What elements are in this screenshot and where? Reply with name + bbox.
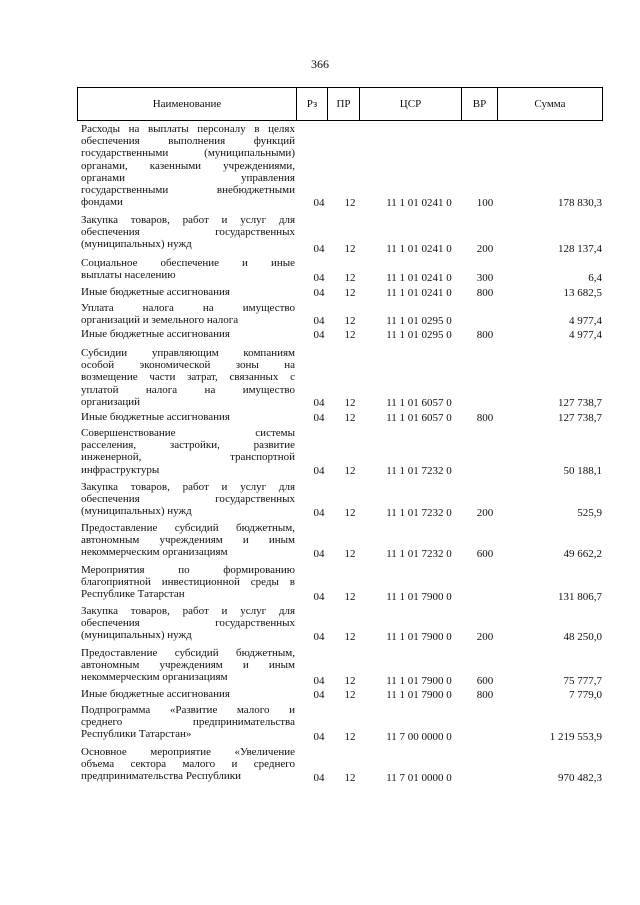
row-sum: 75 777,7 xyxy=(563,674,602,687)
header-pr: ПР xyxy=(328,88,360,120)
table-row xyxy=(0,522,640,560)
row-csr: 11 1 01 6057 0 xyxy=(386,396,452,409)
row-rz: 04 xyxy=(313,286,325,299)
row-vr: 800 xyxy=(476,328,494,341)
row-name: Закупка товаров, работ и услуг для обеспечения государственных (муниципальных) нужд xyxy=(81,605,295,642)
row-pr: 12 xyxy=(344,328,356,341)
table-row xyxy=(0,605,640,643)
row-vr: 200 xyxy=(476,242,494,255)
row-sum: 525,9 xyxy=(577,506,602,519)
row-csr: 11 1 01 0295 0 xyxy=(386,314,452,327)
header-csr: ЦСР xyxy=(360,88,462,120)
row-csr: 11 1 01 7900 0 xyxy=(386,590,452,603)
row-pr: 12 xyxy=(344,506,356,519)
row-sum: 970 482,3 xyxy=(558,771,602,784)
row-csr: 11 7 00 0000 0 xyxy=(386,730,452,743)
row-vr: 600 xyxy=(476,547,494,560)
row-sum: 1 219 553,9 xyxy=(549,730,602,743)
row-pr: 12 xyxy=(344,688,356,701)
row-csr: 11 1 01 7232 0 xyxy=(386,464,452,477)
table-row xyxy=(0,746,640,784)
row-name: Закупка товаров, работ и услуг для обеспечения государственных (муниципальных) нужд xyxy=(81,481,295,518)
row-name: Совершенствование системы расселения, застройки, развитие инженерной, транспортной инфраструктуры xyxy=(81,427,295,476)
row-rz: 04 xyxy=(313,590,325,603)
table-row xyxy=(0,427,640,477)
row-sum: 49 662,2 xyxy=(563,547,602,560)
row-name: Иные бюджетные ассигнования xyxy=(81,688,230,700)
row-csr: 11 1 01 0295 0 xyxy=(386,328,452,341)
row-vr: 100 xyxy=(476,196,494,209)
row-rz: 04 xyxy=(313,314,325,327)
table-row xyxy=(0,688,640,701)
row-vr: 200 xyxy=(476,506,494,519)
row-name: Расходы на выплаты персоналу в целях обеспечения выполнения функций государственными (муниципальными) органами, казенными учреждениями, органами управления государственными внебюджетными фондами xyxy=(81,123,295,209)
table-row xyxy=(0,564,640,603)
row-name: Субсидии управляющим компаниям особой экономической зоны на возмещение части затрат, связанных с уплатой налога на имущество организаций xyxy=(81,347,295,408)
row-csr: 11 1 01 7900 0 xyxy=(386,630,452,643)
table-header xyxy=(77,87,603,121)
table-row xyxy=(0,123,640,209)
row-vr: 800 xyxy=(476,688,494,701)
row-csr: 11 1 01 7900 0 xyxy=(386,688,452,701)
row-name: Мероприятия по формированию благоприятной инвестиционной среды в Республике Татарстан xyxy=(81,564,295,601)
row-name: Социальное обеспечение и иные выплаты населению xyxy=(81,257,295,282)
table-row xyxy=(0,328,640,341)
row-name: Основное мероприятие «Увеличение объема сектора малого и среднего предпринимательства Республики xyxy=(81,746,295,783)
table-row xyxy=(0,647,640,687)
table-row xyxy=(0,411,640,424)
row-rz: 04 xyxy=(313,771,325,784)
row-sum: 4 977,4 xyxy=(569,314,602,327)
row-rz: 04 xyxy=(313,196,325,209)
row-sum: 48 250,0 xyxy=(563,630,602,643)
table-row xyxy=(0,302,640,327)
header-rz: Рз xyxy=(297,88,328,120)
row-sum: 128 137,4 xyxy=(558,242,602,255)
header-vr: ВР xyxy=(462,88,498,120)
row-sum: 127 738,7 xyxy=(558,411,602,424)
row-csr: 11 1 01 6057 0 xyxy=(386,411,452,424)
row-sum: 127 738,7 xyxy=(558,396,602,409)
row-rz: 04 xyxy=(313,730,325,743)
row-rz: 04 xyxy=(313,688,325,701)
row-csr: 11 1 01 7232 0 xyxy=(386,547,452,560)
row-rz: 04 xyxy=(313,506,325,519)
row-rz: 04 xyxy=(313,547,325,560)
table-row xyxy=(0,257,640,284)
row-rz: 04 xyxy=(313,271,325,284)
row-pr: 12 xyxy=(344,547,356,560)
row-name: Закупка товаров, работ и услуг для обеспечения государственных (муниципальных) нужд xyxy=(81,214,295,251)
table-row xyxy=(0,347,640,409)
row-rz: 04 xyxy=(313,464,325,477)
row-sum: 131 806,7 xyxy=(558,590,602,603)
row-vr: 800 xyxy=(476,286,494,299)
row-name: Подпрограмма «Развитие малого и среднего предпринимательства Республики Татарстан» xyxy=(81,704,295,741)
row-rz: 04 xyxy=(313,630,325,643)
row-pr: 12 xyxy=(344,771,356,784)
row-name: Предоставление субсидий бюджетным, автономным учреждениям и иным некоммерческим организациям xyxy=(81,647,295,684)
row-pr: 12 xyxy=(344,314,356,327)
row-sum: 178 830,3 xyxy=(558,196,602,209)
row-name: Уплата налога на имущество организаций и земельного налога xyxy=(81,302,295,327)
row-sum: 6,4 xyxy=(588,271,602,284)
row-name: Иные бюджетные ассигнования xyxy=(81,286,230,298)
row-pr: 12 xyxy=(344,730,356,743)
row-csr: 11 1 01 0241 0 xyxy=(386,271,452,284)
row-csr: 11 1 01 0241 0 xyxy=(386,242,452,255)
row-pr: 12 xyxy=(344,286,356,299)
row-name: Предоставление субсидий бюджетным, автономным учреждениям и иным некоммерческим организациям xyxy=(81,522,295,559)
row-vr: 600 xyxy=(476,674,494,687)
table-row xyxy=(0,214,640,255)
row-sum: 13 682,5 xyxy=(563,286,602,299)
row-vr: 800 xyxy=(476,411,494,424)
row-vr: 200 xyxy=(476,630,494,643)
row-rz: 04 xyxy=(313,328,325,341)
table-row xyxy=(0,481,640,519)
row-pr: 12 xyxy=(344,464,356,477)
row-pr: 12 xyxy=(344,396,356,409)
row-csr: 11 1 01 7232 0 xyxy=(386,506,452,519)
row-csr: 11 7 01 0000 0 xyxy=(386,771,452,784)
row-pr: 12 xyxy=(344,590,356,603)
row-pr: 12 xyxy=(344,630,356,643)
row-pr: 12 xyxy=(344,242,356,255)
row-vr: 300 xyxy=(476,271,494,284)
row-pr: 12 xyxy=(344,271,356,284)
table-row xyxy=(0,286,640,299)
row-name: Иные бюджетные ассигнования xyxy=(81,328,230,340)
row-sum: 4 977,4 xyxy=(569,328,602,341)
header-name: Наименование xyxy=(78,88,297,120)
row-pr: 12 xyxy=(344,196,356,209)
row-csr: 11 1 01 7900 0 xyxy=(386,674,452,687)
row-csr: 11 1 01 0241 0 xyxy=(386,196,452,209)
row-pr: 12 xyxy=(344,674,356,687)
page-number: 366 xyxy=(311,57,329,71)
row-name: Иные бюджетные ассигнования xyxy=(81,411,230,423)
row-pr: 12 xyxy=(344,411,356,424)
row-sum: 50 188,1 xyxy=(563,464,602,477)
row-rz: 04 xyxy=(313,242,325,255)
row-rz: 04 xyxy=(313,396,325,409)
row-sum: 7 779,0 xyxy=(569,688,602,701)
table-row xyxy=(0,704,640,743)
row-rz: 04 xyxy=(313,411,325,424)
row-csr: 11 1 01 0241 0 xyxy=(386,286,452,299)
header-sum: Сумма xyxy=(534,98,566,110)
row-rz: 04 xyxy=(313,674,325,687)
